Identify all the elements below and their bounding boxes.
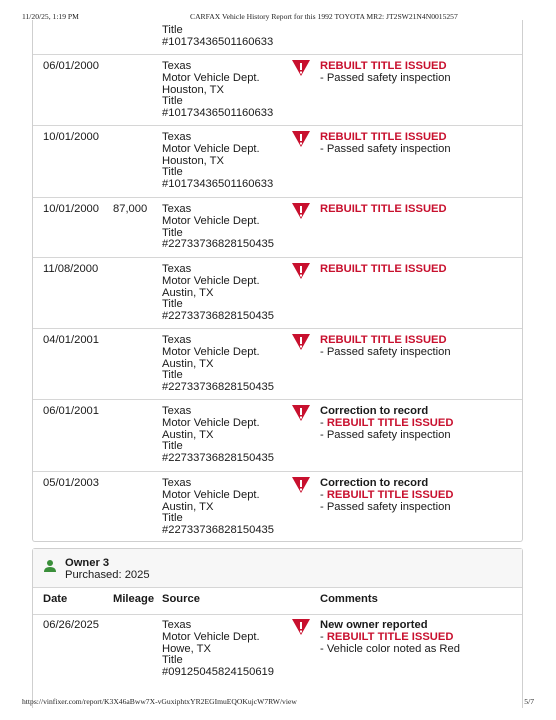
comment-alert: REBUILT TITLE ISSUED xyxy=(326,488,454,501)
alert-triangle-icon xyxy=(291,333,311,351)
record-date: 10/01/2000 xyxy=(43,131,99,143)
source-line: Title xyxy=(162,226,183,239)
column-header-date: Date xyxy=(43,593,68,605)
source-line: Motor Vehicle Dept. xyxy=(162,274,260,287)
record-source xyxy=(162,335,274,394)
record-comments xyxy=(320,132,451,156)
record-comments xyxy=(320,478,453,513)
divider xyxy=(33,257,522,258)
comment-heading: New owner reported xyxy=(320,619,428,631)
owner-person-icon xyxy=(43,559,57,573)
source-line: Houston, TX xyxy=(162,154,224,167)
comment-text: - Passed safety inspection xyxy=(320,500,451,513)
source-line: Texas xyxy=(162,405,192,417)
record-date: 05/01/2003 xyxy=(43,477,99,489)
comment-alert: REBUILT TITLE ISSUED xyxy=(326,630,454,643)
print-url: https://vinfixer.com/report/K3X46aBww7X-vGuxiphtxYR2EGImuEQOKujcW7RW/view xyxy=(22,697,297,706)
alert-triangle-icon xyxy=(291,618,311,636)
comment-alert-line xyxy=(320,632,460,644)
source-line: #10173436501160633 xyxy=(162,35,274,48)
source-line: Title xyxy=(162,440,183,453)
column-header-mileage: Mileage xyxy=(113,593,155,605)
alert-triangle-icon xyxy=(291,130,311,148)
record-comments xyxy=(320,620,460,655)
comment-heading: Correction to record xyxy=(320,477,429,489)
comment-alert: REBUILT TITLE ISSUED xyxy=(320,334,447,346)
owner-purchased: Purchased: 2025 xyxy=(65,569,150,581)
record-mileage: 87,000 xyxy=(113,203,148,215)
comment-heading: Correction to record xyxy=(320,405,429,417)
comment-alert: REBUILT TITLE ISSUED xyxy=(320,60,447,72)
history-card-owner3 xyxy=(32,548,523,708)
record-comments xyxy=(320,61,451,85)
source-line: #22733736828150435 xyxy=(162,310,274,323)
source-line: #10173436501160633 xyxy=(162,178,274,191)
source-line: Houston, TX xyxy=(162,83,224,96)
dash: - xyxy=(320,488,327,501)
column-header-comments: Comments xyxy=(320,593,378,605)
source-line: #22733736828150435 xyxy=(162,381,274,394)
comment-alert: REBUILT TITLE ISSUED xyxy=(320,131,447,143)
record-comments xyxy=(320,406,453,441)
record-date: 06/01/2001 xyxy=(43,405,99,417)
source-line: Austin, TX xyxy=(162,428,214,441)
source-line: Texas xyxy=(162,619,192,631)
record-date: 10/01/2000 xyxy=(43,203,99,215)
divider xyxy=(33,614,522,615)
source-line: Texas xyxy=(162,263,192,275)
comment-text: - Passed safety inspection xyxy=(320,71,451,84)
divider xyxy=(33,328,522,329)
source-line: #10173436501160633 xyxy=(162,107,274,120)
partial-source xyxy=(162,25,273,49)
record-source xyxy=(162,406,274,465)
source-line: Title xyxy=(162,512,183,525)
source-line: Motor Vehicle Dept. xyxy=(162,630,260,643)
comment-alert: REBUILT TITLE ISSUED xyxy=(320,263,447,275)
comment-alert: REBUILT TITLE ISSUED xyxy=(320,203,447,215)
record-comments xyxy=(320,204,447,216)
comment-alert: REBUILT TITLE ISSUED xyxy=(326,416,454,429)
source-line: Howe, TX xyxy=(162,642,211,655)
source-line: Austin, TX xyxy=(162,357,214,370)
source-line: Texas xyxy=(162,477,192,489)
source-line: #22733736828150435 xyxy=(162,452,274,465)
record-source xyxy=(162,132,273,191)
record-date: 04/01/2001 xyxy=(43,334,99,346)
record-date: 11/08/2000 xyxy=(43,263,99,275)
source-line: Texas xyxy=(162,203,192,215)
record-date: 06/01/2000 xyxy=(43,60,99,72)
source-line: Title xyxy=(162,369,183,382)
owner-title: Owner 3 xyxy=(65,557,110,569)
source-line: Title xyxy=(162,24,183,36)
alert-triangle-icon xyxy=(291,404,311,422)
source-line: Motor Vehicle Dept. xyxy=(162,488,260,501)
record-source xyxy=(162,620,274,679)
print-date: 11/20/25, 1:19 PM xyxy=(22,12,79,21)
record-date: 06/26/2025 xyxy=(43,619,99,631)
source-line: Title xyxy=(162,298,183,311)
record-source xyxy=(162,61,273,120)
source-line: #22733736828150435 xyxy=(162,238,274,251)
source-line: Motor Vehicle Dept. xyxy=(162,416,260,429)
comment-alert-line xyxy=(320,418,453,430)
divider xyxy=(33,197,522,198)
source-line: Motor Vehicle Dept. xyxy=(162,214,260,227)
record-comments xyxy=(320,264,447,276)
source-line: Title xyxy=(162,166,183,179)
history-card-owner2 xyxy=(32,20,523,542)
print-title: CARFAX Vehicle History Report for this 1992 TOYOTA MR2: JT2SW21N4N0015257 xyxy=(190,12,458,21)
alert-triangle-icon xyxy=(291,202,311,220)
source-line: Texas xyxy=(162,131,192,143)
page-number: 5/7 xyxy=(524,697,534,706)
column-header-source: Source xyxy=(162,593,200,605)
record-source xyxy=(162,204,274,251)
dash: - xyxy=(320,630,327,643)
record-source xyxy=(162,478,274,537)
source-line: Motor Vehicle Dept. xyxy=(162,345,260,358)
source-line: Austin, TX xyxy=(162,500,214,513)
alert-triangle-icon xyxy=(291,59,311,77)
comment-text: - Vehicle color noted as Red xyxy=(320,642,460,655)
source-line: Motor Vehicle Dept. xyxy=(162,71,260,84)
alert-triangle-icon xyxy=(291,476,311,494)
source-line: #09125045824150619 xyxy=(162,666,274,679)
source-line: Title xyxy=(162,654,183,667)
source-line: Texas xyxy=(162,60,192,72)
divider xyxy=(33,125,522,126)
dash: - xyxy=(320,416,327,429)
record-comments xyxy=(320,335,451,359)
divider xyxy=(33,399,522,400)
source-line: Texas xyxy=(162,334,192,346)
record-source xyxy=(162,264,274,323)
divider xyxy=(33,471,522,472)
comment-text: - Passed safety inspection xyxy=(320,428,451,441)
comment-alert-line xyxy=(320,490,453,502)
source-line: #22733736828150435 xyxy=(162,524,274,537)
source-line: Motor Vehicle Dept. xyxy=(162,142,260,155)
alert-triangle-icon xyxy=(291,262,311,280)
comment-text: - Passed safety inspection xyxy=(320,345,451,358)
source-line: Title xyxy=(162,95,183,108)
source-line: Austin, TX xyxy=(162,286,214,299)
comment-text: - Passed safety inspection xyxy=(320,142,451,155)
divider xyxy=(33,54,522,55)
